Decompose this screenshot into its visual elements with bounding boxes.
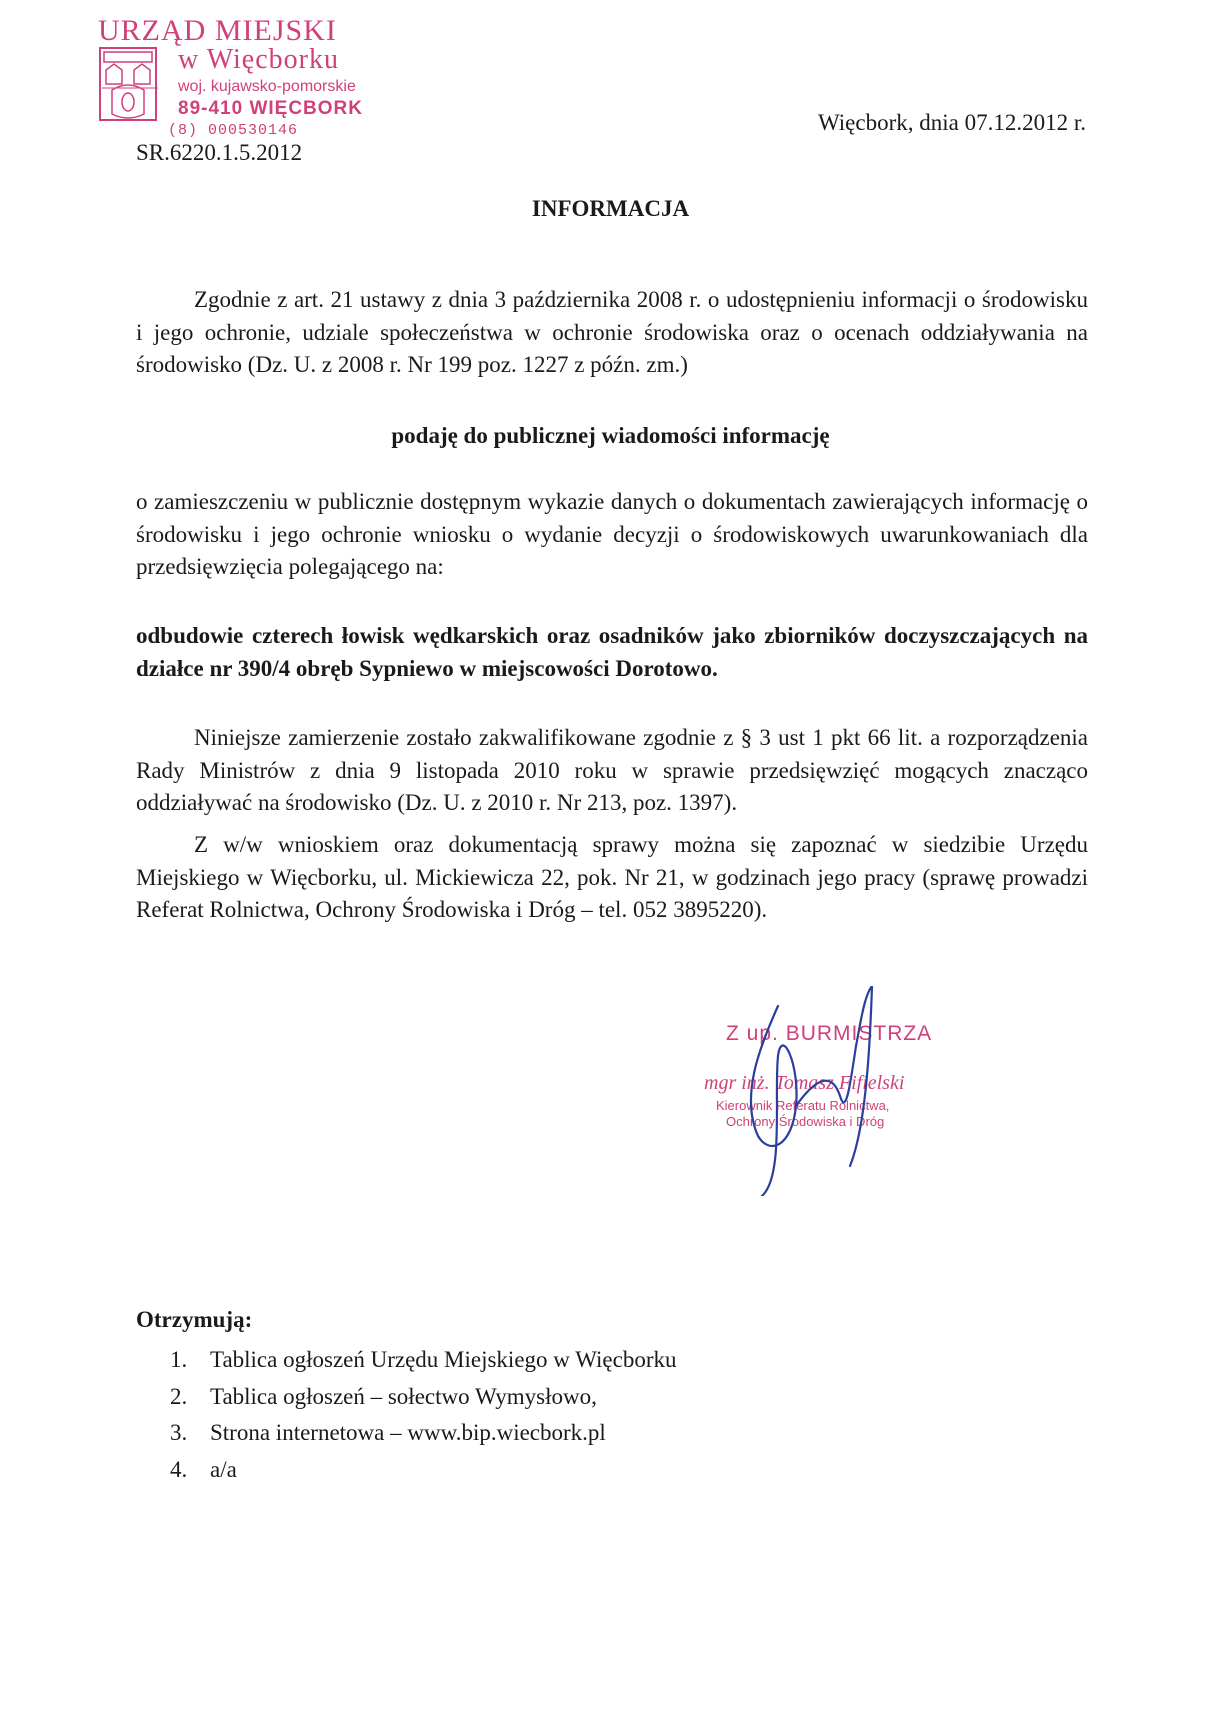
list-item: [170, 1342, 676, 1379]
list-item-text: Tablica ogłoszeń – sołectwo Wymysłowo,: [210, 1383, 597, 1409]
legal-basis-paragraph: Zgodnie z art. 21 ustawy z dnia 3 października 2008 r. o udostępnieniu informacji o środowisku i jego ochronie, udziale społeczeństwa w ochronie środowiska oraz o ocenach oddziaływania na środowisko (Dz. U. z 2008 r. Nr 199 poz. 1227 z późn. zm.): [136, 287, 1088, 377]
office-stamp: [98, 14, 368, 139]
list-item-number: 1.: [170, 1347, 188, 1372]
signatory-role-line-2: Ochrony Środowiska i Dróg: [726, 1114, 885, 1129]
recipients-title: Otrzymują:: [136, 1307, 253, 1332]
stamp-postal-address: 89-410 WIĘCBORK: [178, 98, 363, 119]
signatory-name: mgr inż. Tomasz Fifielski: [704, 1072, 905, 1094]
subject-paragraph: o zamieszczeniu w publicznie dostępnym wykazie danych o dokumentach zawierających informację o środowisku i jego ochronie wniosku o wydanie decyzji o środowiskowych uwarunkowaniach dla przedsięwzięcia polegającego na:: [136, 489, 1088, 579]
coat-of-arms-icon: [98, 44, 162, 124]
handwritten-signature: [700, 986, 970, 1196]
date-line: Więcbork, dnia 07.12.2012 r.: [818, 110, 1086, 135]
stamp-office-name: URZĄD MIEJSKI: [98, 14, 337, 47]
list-item-number: 3.: [170, 1420, 188, 1445]
stamp-town: w Więcborku: [178, 44, 339, 75]
list-item-text: a/a: [210, 1456, 237, 1482]
signature-block: [700, 1022, 970, 1182]
project-description: odbudowie czterech łowisk wędkarskich oraz osadników jako zbiorników doczyszczających na działce nr 390/4 obręb Sypniewo w miejscowości Dorotowo.: [136, 623, 1088, 681]
list-item: [170, 1415, 676, 1452]
reference-number: SR.6220.1.5.2012: [136, 140, 303, 165]
qualification-paragraph: Niniejsze zamierzenie zostało zakwalifikowane zgodnie z § 3 ust 1 pkt 66 lit. a rozporządzenia Rady Ministrów z dnia 9 listopada 2010 roku w sprawie przedsięwzięć mogących znacząco oddziaływać na środowisko (Dz. U. z 2010 r. Nr 213, poz. 1397).: [136, 725, 1088, 815]
stamp-regon: (8) 000530146: [168, 122, 299, 139]
recipients-list: [170, 1342, 676, 1488]
document-heading: INFORMACJA: [531, 196, 690, 221]
signatory-role-line-1: Kierownik Referatu Rolnictwa,: [716, 1098, 890, 1113]
list-item-text: Strona internetowa – www.bip.wiecbork.pl: [210, 1420, 606, 1445]
list-item: [170, 1379, 676, 1416]
signature-title: Z up. BURMISTRZA: [726, 1022, 933, 1045]
list-item: [170, 1452, 676, 1489]
list-item-number: 4.: [170, 1456, 188, 1482]
list-item-text: Tablica ogłoszeń Urzędu Miejskiego w Więcborku: [210, 1347, 677, 1372]
stamp-voivodeship: woj. kujawsko-pomorskie: [178, 78, 356, 95]
announcement-line: podaję do publicznej wiadomości informację: [391, 423, 830, 448]
list-item-number: 2.: [170, 1383, 188, 1409]
contact-paragraph: Z w/w wnioskiem oraz dokumentacją sprawy można się zapoznać w siedzibie Urzędu Miejskiego w Więcborku, ul. Mickiewicza 22, pok. Nr 21, w godzinach jego pracy (sprawę prowadzi Referat Rolnictwa, Ochrony Środowiska i Dróg – tel. 052 3895220).: [136, 832, 1088, 922]
